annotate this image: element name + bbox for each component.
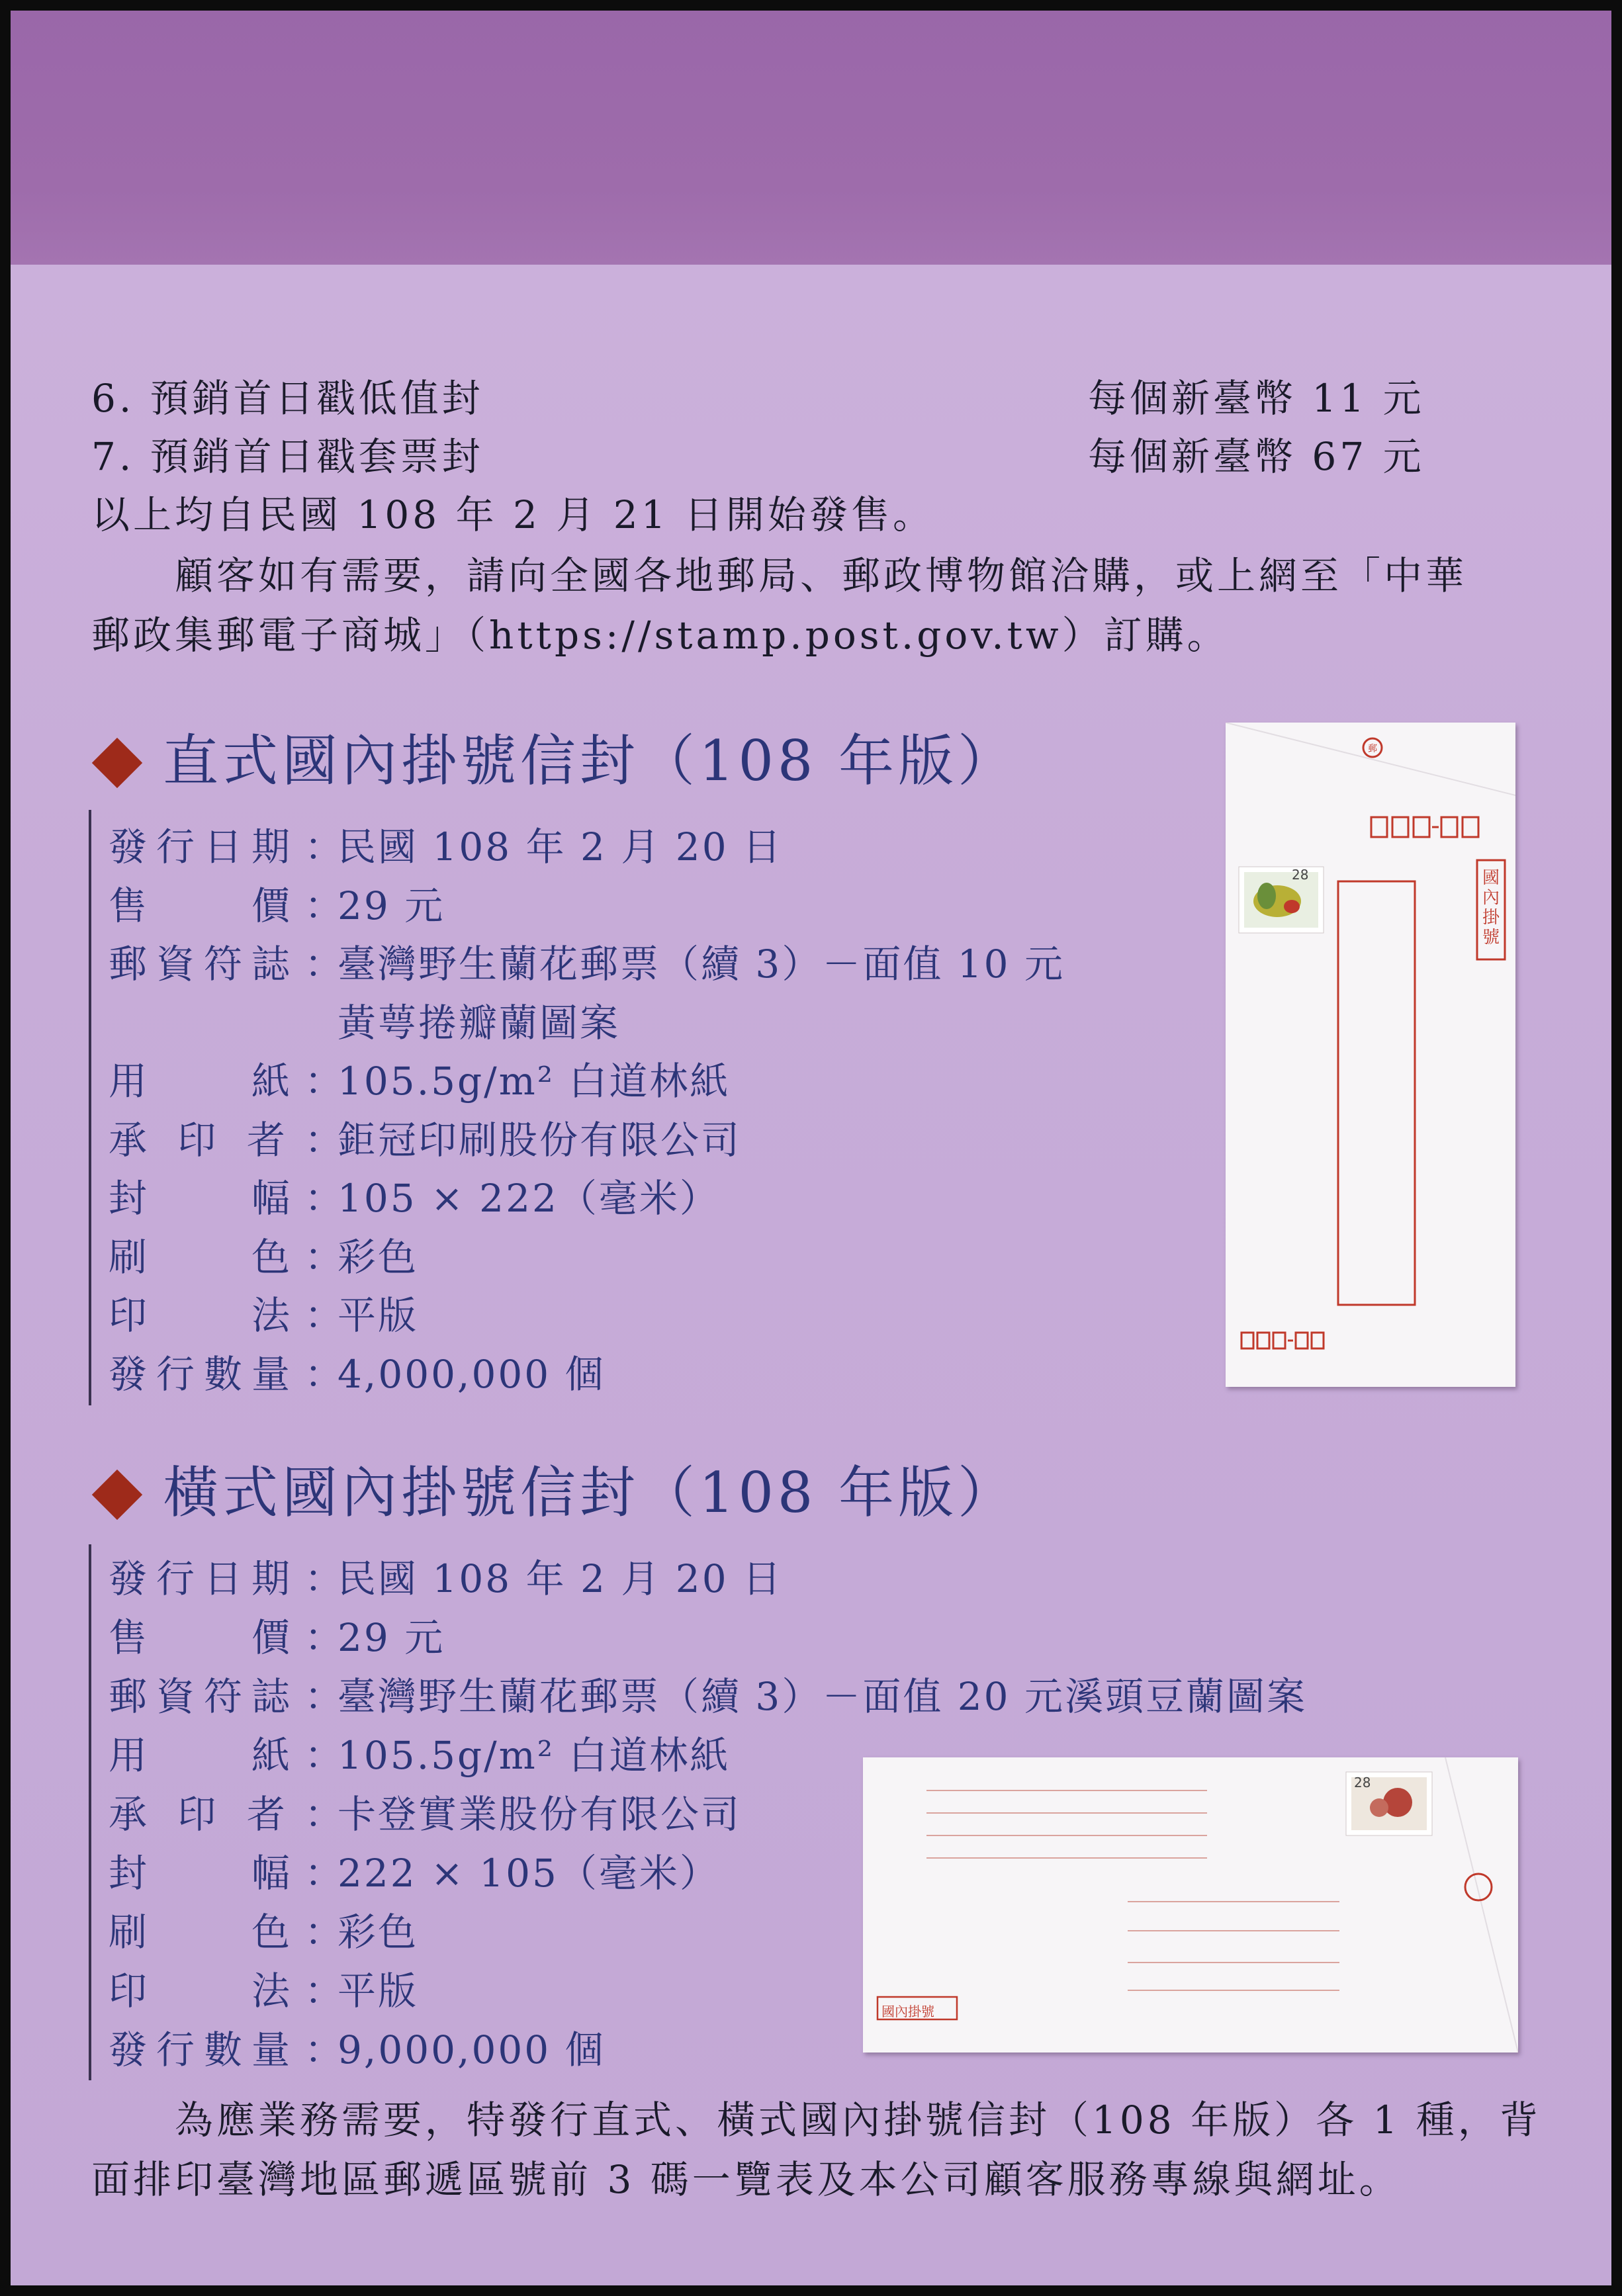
spec-colon: ：: [304, 2027, 343, 2072]
spec-value: 卡登實業股份有限公司: [338, 1792, 742, 1837]
spec-colon: ：: [304, 1615, 343, 1660]
spec-value: 222 × 105（毫米）: [338, 1851, 720, 1896]
spec-label: 用 紙: [109, 1059, 300, 1104]
spec-label: 刷 色: [109, 1910, 300, 1955]
spec-value: 民國 108 年 2 月 20 日: [338, 824, 784, 869]
spec-colon: ：: [304, 1968, 343, 2013]
vertical-envelope-image: [1226, 723, 1515, 1387]
spec-colon: ：: [304, 1556, 343, 1601]
spec-value: 平版: [338, 1293, 419, 1338]
spec-label: 封 幅: [109, 1851, 300, 1896]
spec-colon: ：: [304, 1792, 343, 1837]
section1-title: 直式國內掛號信封（108 年版）: [163, 729, 1018, 793]
spec-colon: ：: [304, 824, 343, 869]
spec-value: 4,000,000 個: [338, 1351, 606, 1397]
section2-title: 橫式國內掛號信封（108 年版）: [163, 1460, 1018, 1525]
spec-label: 郵資符誌: [109, 942, 300, 987]
section2-bar: [89, 1544, 91, 2080]
spec-label: 售 價: [109, 883, 300, 928]
item-6-price: 每個新臺幣 11 元: [1088, 376, 1425, 421]
horizontal-envelope-tag: 國內掛號: [881, 2004, 934, 2019]
svg-text:郵: 郵: [1368, 744, 1377, 754]
spec-label: 承 印 者: [109, 1117, 294, 1163]
spec-value: 民國 108 年 2 月 20 日: [338, 1556, 784, 1601]
spec-value: 黃萼捲瓣蘭圖案: [338, 1000, 621, 1045]
spec-colon: ：: [304, 1117, 343, 1163]
spec-label: 刷 色: [109, 1234, 300, 1280]
purchase-line-1: 顧客如有需要，請向全國各地郵局、郵政博物館洽購，或上網至「中華: [175, 553, 1468, 598]
spec-value: 臺灣野生蘭花郵票（續 3）－面值 10 元: [338, 942, 1065, 987]
page: [11, 11, 1611, 2285]
spec-label: 售 價: [109, 1615, 300, 1660]
vertical-envelope-tag: 國內掛號: [1482, 868, 1500, 948]
closing-line-1: 為應業務需要，特發行直式、橫式國內掛號信封（108 年版）各 1 種，背: [175, 2097, 1541, 2142]
horizontal-stamp-value: 28: [1354, 1775, 1371, 1790]
item-6-label: 6. 預銷首日戳低值封: [91, 376, 484, 421]
spec-value: 彩色: [338, 1234, 419, 1280]
spec-value: 29 元: [338, 1615, 445, 1660]
spec-value: 29 元: [338, 883, 445, 928]
spec-label: 發行日期: [109, 1556, 300, 1601]
spec-colon: ：: [304, 1234, 343, 1280]
spec-label: 發行日期: [109, 824, 300, 869]
spec-colon: ：: [304, 1293, 343, 1338]
spec-label: 用 紙: [109, 1733, 300, 1778]
header-banner: [11, 11, 1611, 265]
item-7-price: 每個新臺幣 67 元: [1088, 434, 1425, 479]
vertical-envelope-drawing: [1226, 723, 1515, 1387]
spec-value: 9,000,000 個: [338, 2027, 606, 2072]
spec-label: 郵資符誌: [109, 1674, 300, 1719]
spec-colon: ：: [304, 1059, 343, 1104]
spec-value: 鉅冠印刷股份有限公司: [338, 1117, 742, 1163]
sale-note: 以上均自民國 108 年 2 月 21 日開始發售。: [91, 492, 935, 537]
horizontal-envelope-image: [863, 1757, 1518, 2053]
horizontal-envelope-drawing: [863, 1757, 1518, 2053]
spec-value: 平版: [338, 1968, 419, 2013]
spec-colon: ：: [304, 1910, 343, 1955]
spec-label: 封 幅: [109, 1176, 300, 1221]
spec-colon: ：: [304, 883, 343, 928]
spec-label: 印 法: [109, 1293, 300, 1338]
spec-colon: ：: [304, 1851, 343, 1896]
closing-line-2: 面排印臺灣地區郵遞區號前 3 碼一覽表及本公司顧客服務專線與網址。: [91, 2157, 1401, 2202]
spec-value: 105 × 222（毫米）: [338, 1176, 720, 1221]
spec-colon: ：: [304, 1674, 343, 1719]
item-7-label: 7. 預銷首日戳套票封: [91, 434, 484, 479]
spec-label: 承 印 者: [109, 1792, 294, 1837]
spec-colon: ：: [304, 1733, 343, 1778]
spec-colon: ：: [304, 1351, 343, 1397]
spec-colon: ：: [304, 1176, 343, 1221]
vertical-stamp-value: 28: [1292, 867, 1309, 883]
purchase-line-2: 郵政集郵電子商城」（https://stamp.post.gov.tw）訂購。: [91, 613, 1229, 658]
spec-value: 臺灣野生蘭花郵票（續 3）－面值 20 元溪頭豆蘭圖案: [338, 1674, 1308, 1719]
spec-value: 105.5g/m² 白道林紙: [338, 1059, 731, 1104]
spec-label: 發行數量: [109, 2027, 300, 2072]
spec-label: 印 法: [109, 1968, 300, 2013]
spec-value: 彩色: [338, 1910, 419, 1955]
section1-diamond-icon: [92, 738, 142, 788]
spec-value: 105.5g/m² 白道林紙: [338, 1733, 731, 1778]
section2-diamond-icon: [92, 1470, 142, 1520]
section1-bar: [89, 810, 91, 1405]
spec-label: 發行數量: [109, 1351, 300, 1397]
spec-colon: ：: [304, 942, 343, 987]
